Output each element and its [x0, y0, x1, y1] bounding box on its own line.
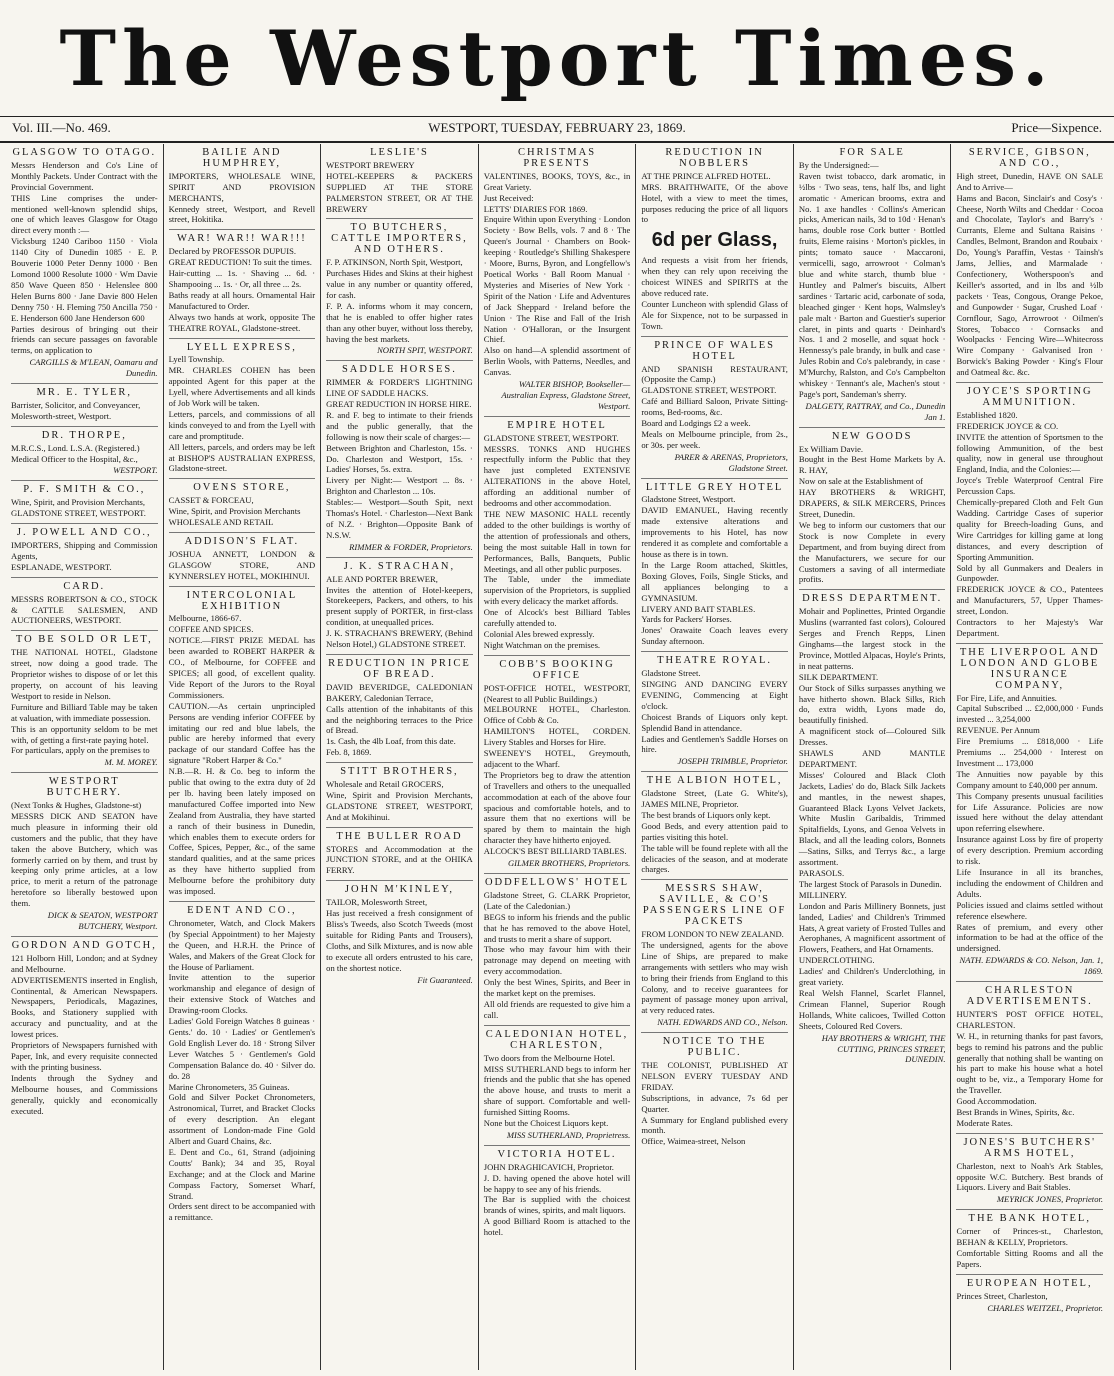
ad-body: Established 1820. FREDERICK JOYCE & CO. INVITE the attention of Sportsmen to the following Ammunition, of the best quality, now in general use throughout England, India, and the Colonies:— Joyce's Treble Waterproof Central Fire Percussion Caps. Chemically-prepared Cloth and Felt Gun Wadding. Cartridge Cases of superior quality for Breech-loading Guns, and Wire Cartridges for killing game at long distances, and every description of Sporting Ammunition. Sold by all Gunmakers and Dealers in Gunpowder. FREDERICK JOYCE & CO., Patentees and Manufacturers, 57, Upper Thames-street, London. Contractors to her Majesty's War Department.: [956, 409, 1104, 638]
advertisement: [11, 937, 158, 1121]
advertisement: [641, 652, 788, 772]
advertisement: [11, 427, 158, 482]
masthead: [0, 0, 1114, 110]
ad-body: WESTPORT BREWERY HOTEL-KEEPERS & PACKERS SUPPLIED AT THE STORE PALMERSTON STREET, OR AT THE BREWERY: [326, 159, 473, 214]
ad-heading: PRINCE OF WALES HOTEL: [654, 339, 776, 362]
ad-signature: NORTH SPIT, WESTPORT.: [377, 345, 473, 356]
ad-signature: MEYRICK JONES, Proprietor.: [996, 1194, 1104, 1205]
ad-heading: EMPIRE HOTEL: [507, 419, 607, 431]
advertisement: [326, 144, 473, 219]
ad-body: Gladstone Street, G. CLARK Proprietor, (Late of the Caledonian.) BEGS to inform his friends and the public that he has removed to the above Hotel, and trusts to merit a share of support. Those who may favour him with their patronage may depend on meeting with every accommodation. Only the best Wines, Spirits, and Beer in the market kept on the premises. All old friends are requested to give him a call.: [483, 889, 631, 1020]
newspaper-column: [794, 144, 952, 1370]
ad-body: AT THE PRINCE ALFRED HOTEL. MRS. BRAITHWAITE, Of the above Hotel, with a view to meet the times, purposes reducing the price of all liquors to: [641, 170, 788, 225]
ad-body: Chronometer, Watch, and Clock Makers (by Special Appointment) to her Majesty the Queen, and H.R.H. the Prince of Wales, and Makers of the Great Clock for the House of Parliament. Invite attention to the superior workmanship and elegance of design of their extensive Stock of Watches and Drawing-room Clocks. Ladies' Gold Foreign Watches 8 guineas · Gents.' do. 10 · Ladies' or Gentlemen's Gold English Lever do. 18 · Strong Silver Lever Watches 5 · Gentlemen's Gold Compensation Balance do. 40 · Silver do. do. 28 Marine Chronometers, 35 Guineas. Gold and Silver Pocket Chronometers, Astronomical, Turret, and Bracket Clocks of every description. An elegant assortment of London-made Fine Gold Albert and Guard Chains, &c. E. Dent and Co., 61, Strand (adjoining Coutts' Bank); 34 and 35, Royal Exchange; and at the Clock and Marine Compass Factory, Somerset Wharf, Strand. Orders sent direct to be accompanied with a remittance.: [168, 917, 316, 1223]
ad-signature: JOSEPH TRIMBLE, Proprietor.: [677, 756, 788, 767]
advertisement: [11, 481, 158, 524]
ad-highlight: 6d per Glass,: [651, 229, 778, 252]
advertisement: [484, 874, 631, 1026]
ad-body: DAVID BEVERIDGE, CALEDONIAN BAKERY, Caledonian Terrace, Calls attention of the inhabitants of this and the neighboring terraces to the Price of Bread. 1s. Cash, the 4lb Loaf, from this date. Feb. 8, 1869.: [326, 681, 473, 758]
ad-body: For Fire, Life, and Annuities. Capital Subscribed ... £2,000,000 · Funds invested ... 3,254,000 REVENUE. Per Annum Fire Premiums ... £818,000 · Life Premiums ... 254,000 · Interest on Investment ... 173,000 The Annuities now payable by this Company amount to £40,000 per annum. This Company presents unusual facilities for Life Assurance. Policies are now issued here without the delay attendant upon referring elsewhere. Insurance against Loss by fire of property of every description. Premium according to risk. Life Insurance in all its branches, including the endowment of Children and Adults. Policies issued and claims settled without reference elsewhere. Rates of premium, and every other information to be had at the office of the undersigned.: [956, 692, 1104, 954]
ad-heading: INTERCOLONIAL EXHIBITION: [186, 589, 298, 612]
ad-heading: J. K. STRACHAN,: [343, 560, 456, 572]
ad-heading: VICTORIA HOTEL.: [497, 1148, 617, 1160]
ad-heading: GLASGOW TO OTAGO.: [12, 147, 157, 158]
ad-heading: EDENT AND CO.,: [187, 905, 297, 916]
advertisement: [641, 1033, 788, 1151]
ad-body: TAILOR, Molesworth Street, Has just received a fresh consignment of Bliss's Tweeds, also Scotch Tweeds (most suitable for Riding Pants and Trousers), Cloths, and Silk Mixtures, and is now able to execute all orders entrusted to his care, on the shortest notice.: [326, 897, 473, 973]
ad-signature: GILMER BROTHERS, Proprietors.: [507, 858, 631, 869]
ad-heading: CHARLESTON ADVERTISEMENTS.: [966, 985, 1093, 1007]
ad-body: JOSHUA ANNETT, LONDON & GLASGOW STORE, AND KYNNERSLEY HOTEL, MOKIHINUI.: [168, 548, 316, 581]
advertisement: [956, 1210, 1103, 1275]
ad-heading: LYELL EXPRESS,: [186, 341, 297, 353]
ad-body: Melbourne, 1866-67. COFFEE AND SPICES. NOTICE.—FIRST PRIZE MEDAL has been awarded to ROBERT HARPER & CO., of Melbourne, for COFFEE and SPICES; all good, of excellent quality. Vide Report of the Jurors to the Royal Commissioners. CAUTION.—As certain unprincipled Persons are vending inferior COFFEE by imitating our red and blue labels, the public are hereby informed that every package of our standard Coffee has the signature "Robert Harper & Co." N.B.—R. H. & Co. beg to inform the public that owing to the extra duty of 2d per lb. having been lately imposed on manufactured Coffee imported into New Zealand from Australia, they have started a ranch of their business in Dunedin, which enables them to execute orders for Coffee, Spices, Pepper, &c., of the same standard qualities, and at the same prices as they have hitherto supplied from Melbourne before the prohibitory duty was imposed.: [168, 613, 316, 897]
ad-body: Charleston, next to Noah's Ark Stables, opposite W.C. Butchery. Best brands of Liquors. Livery and Bait Stables.: [956, 1160, 1104, 1193]
newspaper-column: [164, 144, 322, 1370]
ad-body: (Next Tonks & Hughes, Gladstone-st) MESSRS DICK AND SEATON have much pleasure in informing their old customers and the public, that they have taken the above Butchery, which was formerly carried on by them, and trust by keeping only prime articles, at a low price, to merit a return of the patronage heretofore so liberally bestowed upon them.: [11, 800, 158, 909]
ad-body: Messrs Henderson and Co's Line of Monthly Packets. Under Contract with the Provincial Government. THIS Line comprises the under-mentioned well-known splendid ships, one of which leaves Glasgow for Otago direct every month :— Vicksburg 1240 Cariboo 1150 · Viola 1140 City of Dunedin 1085 · E. P. Bouverie 1000 Peter Denny 1000 · Ben Lomond 1000 Resolute 1000 · Wm Davie 850 Wave Queen 850 · Helenslee 800 Helen Burns 800 · Jane Davie 800 Helen Denny 750 · H. Fleming 750 Ancilla 750 · E. Henderson 600 Jane Henderson 600 Parties desirous of bringing out their friends can secure passages on favorable terms, on application to: [11, 159, 158, 356]
newspaper-column: [479, 144, 637, 1370]
ad-body: Mohair and Poplinettes, Printed Organdie Muslins (warranted fast colors), Coloured Serges and French Repps, Linen Ginghams—the largest stock in the Province, Mottled Alpacas, Hoyle's Prints, in neat patterns. SILK DEPARTMENT. Our Stock of Silks surpasses anything we have hitherto shown. Black Silks, Rich do, extra width, Lyons made do, beautifully finished. A magnificent stock of—Coloured Silk Dresses. SHAWLS AND MANTLE DEPARTMENT. Misses' Coloured and Black Cloth Jackets, Ladies' do do, Black Silk Jackets and mantles, in the newest shapes, Guaranteed Black Lyons Velvet Jackets, White Muslin Garibaldis, Trimmed Spitalfields, Lyons, and Genoa Velvets in Black, and all the leading colors, Bonnets—Satins, Silks, and Terrys &c., a large assortment. PARASOLS. The largest Stock of Parasols in Dunedin. MILLINERY. London and Paris Millinery Bonnets, just landed, Ladies' and Children's Trimmed Hats, A great variety of Frosted Tulles and Aerophanes, A magnificent assortment of Flowers, Feathers, and Hat Ornaments. UNDERCLOTHING. Ladies' and Children's Underclothing, in great variety. Real Welsh Flannel, Scarlet Flannel, Crimean Flannel, Superior Rough Hollands, White calicoes, Twilled Cotton Sheets, Coloured Red Covers.: [798, 606, 946, 1031]
ad-heading: LESLIE'S: [370, 147, 429, 158]
advertisement: [956, 644, 1103, 982]
ad-signature: PARER & ARENAS, Proprietors, Gladstone Street.: [674, 451, 788, 473]
ad-heading: EUROPEAN HOTEL,: [966, 1277, 1093, 1289]
advertisement: [641, 144, 788, 337]
ad-heading: SADDLE HORSES.: [341, 364, 457, 376]
newspaper-column: [636, 144, 794, 1370]
ad-signature: NATH. EDWARDS AND CO., Nelson.: [657, 1017, 788, 1028]
ad-heading: WAR! WAR!! WAR!!!: [176, 233, 307, 245]
ad-heading: GORDON AND GOTCH,: [11, 939, 157, 951]
advertisement: [11, 524, 158, 578]
ad-heading: J. POWELL AND CO.,: [16, 527, 152, 539]
issue-price: Price—Sixpence.: [1011, 120, 1102, 135]
ad-heading: ADDISON'S FLAT.: [184, 536, 300, 547]
ad-signature: HAY BROTHERS & WRIGHT, THE CUTTING, PRINCES STREET, DUNEDIN.: [821, 1032, 946, 1065]
advertisement: [484, 1026, 631, 1146]
advertisement: [326, 763, 473, 828]
advertisement: [326, 219, 473, 361]
advertisement: [11, 773, 158, 937]
ad-body: Ex William Davie. Bought in the Best Home Markets by A. R. HAY, Now on sale at the Establishment of HAY BROTHERS & WRIGHT, DRAPERS, & SILK MERCERS, Princes Street, Dunedin. We beg to inform our customers that our Stock is now Complete in every Department, and from buying direct from the Manufacturers, we secure for our Customers a saving of all intermediate profits.: [798, 443, 946, 585]
advertisement: [169, 587, 316, 902]
ad-signature: CHARLES WEITZEL, Proprietor.: [987, 1302, 1104, 1313]
advertisement: [641, 772, 788, 880]
advertisement: [326, 361, 473, 557]
ad-body: By the Undersigned:— Raven twist tobacco, dark aromatic, in ½lbs · Two seas, tens, half lbs, and light aromatic · American brooms, extra and No. 1 axe handles · Collins's American picks, American nails, 3d to 10d · Henan's hams, double rose Cork butter · Bottled fruits, Eleme raisins · Morton's pickles, in pints; tomato sauce · Maccaroni, vermicelli, sago, arrowroot · Colman's blue and white starch, thumb blue · Huntley and Palmer's biscuits, Albert sardines · Tartaric acid, carbonate of soda, bleached ginger · Kent hops, Walmsley's pale malt · Barton and Guestier's superior claret, in pints and quarts · Deinhard's Nos. 1 and 2 moselle, and squat hock · Hennessy's pale brandy, in bulk and case · Jules Robin and Co's palebrandy, in case · M'Murchy, Ralston, and Co's Campbelton whiskey · Tennant's ale, Machen's stout · Page's port, Sandeman's sherry.: [798, 159, 946, 399]
ad-heading: NEW GOODS: [831, 430, 913, 442]
ad-heading: DR. THORPE,: [41, 429, 127, 441]
advertisement: [799, 428, 946, 591]
advertisement: [799, 144, 946, 428]
ad-signature: WESTPORT.: [113, 465, 158, 476]
ad-body: Wine, Spirit, and Provision Merchants, GLADSTONE STREET, WESTPORT.: [11, 497, 146, 519]
ad-heading: ODDFELLOWS' HOTEL: [484, 877, 630, 888]
ad-signature: NATH. EDWARDS & CO. Nelson, Jan. 1, 1869.: [959, 955, 1104, 977]
advertisement: [956, 982, 1103, 1134]
ad-body: And requests a visit from her friends, when they can rely upon receiving the choicest WINES and SPIRITS at the above reduced rate. Counter Luncheon with splendid Glass of Ale for Sixpence, not to be surpassed in Town.: [641, 255, 788, 331]
newspaper-column: [6, 144, 164, 1370]
advertisement: [956, 1134, 1103, 1210]
ad-body: FROM LONDON TO NEW ZEALAND. The undersigned, agents for the above Line of Ships, are prepared to make arrangements with settlers who may wish to bring their friends from England to this Colony, and to receive guarantees for payment of passage money upon arrival, at very reduced rates.: [641, 929, 788, 1016]
ad-body: Gladstone Street, (Late G. White's), JAMES MILNE, Proprietor. The best brands of Liquors only kept. Good Beds, and every attention paid to parties visiting this hotel. The table will be found replete with all the delicacies of the season, and at moderate charges.: [641, 788, 788, 875]
advertisement: [11, 384, 158, 427]
ad-body: Lyell Township. MR. CHARLES COHEN has been appointed Agent for this paper at the Lyell, where Advertisements and all kinds of Job Work will be taken. Letters, parcels, and commissions of all kinds conveyed to and from the Lyell with care and promptitude. All letters, parcels, and orders may be left at BISHOP'S AUSTRALIAN EXPRESS, Gladstone-street.: [168, 354, 316, 474]
ad-body: HUNTER'S POST OFFICE HOTEL, CHARLESTON. W. H., in returning thanks for past favors, begs to remind his patrons and the public generally that nothing shall be wanting on his part to make his house what a hotel ought to be, viz., a Temporary Home for the Traveller. Good Accommodation. Best Brands in Wines, Spirits, &c. Moderate Rates.: [956, 1008, 1104, 1128]
advertisement: [326, 558, 473, 655]
volume-number: Vol. III.—No. 469.: [12, 120, 111, 135]
dateline: [0, 116, 1114, 143]
ad-heading: P. F. SMITH & CO.,: [23, 484, 146, 496]
ad-heading: DRESS DEPARTMENT.: [802, 593, 943, 605]
newspaper-column: [321, 144, 479, 1370]
ad-signature: CARGILLS & M'LEAN, Oamaru and Dunedin.: [29, 357, 158, 379]
ad-heading: THE BULLER ROAD: [336, 830, 463, 842]
ad-body: High street, Dunedin, HAVE ON SALE And to Arrive— Hams and Bacon, Sinclair's and Cosy's · Cheese, North Wilts and Cheddar · Cocoa and Chocolate, Taylor's and Barry's · Currants, Eleme and Sultana Raisins · Candles, Belmont, Brandon and Roubaix · Do, Young's Paraffin, Vestas · Tainsh's Jams, Jellies, and Marmalade · Confectionery, Wotherspoon's and Keiller's assorted, and in lbs and ½lb packets · Teas, Congous, Orange Pekoe, and Gunpowder · Sugar, Crushed Loaf · Cornflour, Sago, Arrowroot · Oilmen's Stores, Tobacco · Cornsacks and Woolpacks · Fencing Wire—Whitecross Wire Company · Galvanised Iron · Borwick's Baking Powder · King's Flour and Oatmeal &c. &c.: [956, 170, 1104, 378]
advertisement: [11, 578, 158, 632]
advertisement: [11, 631, 158, 773]
advertisement: [956, 1275, 1103, 1318]
advertisement: [169, 902, 316, 1227]
ad-body: IMPORTERS, Shipping and Commission Agents, ESPLANADE, WESTPORT.: [11, 540, 158, 572]
ad-body: AND SPANISH RESTAURANT, (Opposite the Camp.) GLADSTONE STREET, WESTPORT. Café and Billiard Saloon, Private Sitting-rooms, Bed-rooms, &c. Board and Lodgings £2 a week. Meals on Melbourne principle, from 2s., or 30s. per week.: [641, 363, 788, 450]
issue-date: WESTPORT, TUESDAY, FEBRUARY 23, 1869.: [428, 120, 686, 135]
ad-heading: BAILIE AND HUMPHREY,: [202, 147, 282, 169]
ad-heading: CARD.: [63, 580, 106, 592]
ad-heading: THE ALBION HOTEL,: [646, 775, 783, 787]
ad-body: Gladstone Street. SINGING AND DANCING EVERY EVENING, Commencing at Eight o'clock. Choicest Brands of Liquors only kept. Splendid Band in attendance. Ladies and Gentlemen's Saddle Horses on hire.: [641, 668, 788, 755]
advertisement: [799, 590, 946, 1069]
ad-body: RIMMER & FORDER'S LIGHTNING LINE OF SADDLE HACKS. GREAT REDUCTION IN HORSE HIRE. R. and F. beg to intimate to their friends and the public generally, that the following is now their scale of charges:— Between Brighton and Charleston, 15s. · Do. Charleston and Westport, 15s. · Ladies' Horses, 5s. extra. Livery per Night:— Westport ... 8s. · Brighton and Charleston ... 10s. Stables:— Westport—South Spit, next Thomas's Hotel. · Charleston—Next Bank of N.Z. · Brighton—Opposite Bank of N.S.W.: [326, 377, 473, 540]
ad-heading: CALEDONIAN HOTEL, CHARLESTON,: [485, 1028, 629, 1051]
ad-heading: STITT BROTHERS,: [340, 766, 459, 778]
advertisement: [169, 144, 316, 230]
advertisement: [169, 339, 316, 480]
ad-body: POST-OFFICE HOTEL, WESTPORT, (Nearest to all Public Buildings.) MELBOURNE HOTEL, Charleston. Office of Cobb & Co. HAMILTON'S HOTEL, CORDEN. Livery Stables and Horses for Hire. SWEENEY'S HOTEL, Greymouth, adjacent to the Wharf. The Proprietors beg to draw the attention of Travellers and others to the unequalled accommodation at each of the above four spacious and comfortable hotels, and to assure them that no exertions will be spared by them to maintain the high character they have hitherto enjoyed. ALCOCK'S BEST BILLIARD TABLES.: [483, 682, 631, 857]
ad-signature: Fit Guaranteed.: [417, 974, 473, 985]
ad-heading: REDUCTION IN NOBBLERS: [665, 147, 764, 169]
ad-body: THE COLONIST, PUBLISHED AT NELSON EVERY TUESDAY AND FRIDAY. Subscriptions, in advance, 7s 6d per Quarter. A Summary for England published every month. Office, Waimea-street, Nelson: [641, 1059, 788, 1147]
advertisement: [956, 383, 1103, 644]
ad-signature: RIMMER & FORDER, Proprietors.: [349, 541, 473, 552]
ad-signature: WALTER BISHOP, Bookseller—Australian Express, Gladstone Street, Westport.: [501, 379, 631, 411]
ad-signature: M. M. MOREY.: [104, 757, 158, 768]
advertisement: [169, 479, 316, 533]
ad-body: VALENTINES, BOOKS, TOYS, &c., in Great Variety. Just Received: LETTS' DIARIES FOR 1869. Enquire Within upon Everything · London Society · Bow Bells, vols. 7 and 8 · The Queen's Journal · Chambers on Book-keeping · Routledge's Shilling Shakespere · Moore, Burns, Byron, and Longfellow's Poetical Works · Ball Room Manual · Mysteries and Miseries of New York · Spirit of the Nation · Life and Adventures of Jack Sheppard · Ireland before the Union · The Rise and Fall of the Irish Nation · O'Halloran, or the Insurgent Chief. Also on hand—A splendid assortment of Berlin Wools, with Patterns, Needles, and Canvas.: [483, 170, 631, 378]
newspaper-column: [951, 144, 1108, 1370]
ad-body: THE NATIONAL HOTEL, Gladstone street, now doing a good trade. The Proprietor wishes to dispose of or let this property, on account of his leaving Westport to reside in Nelson. Furniture and Billiard Table may be taken at valuation, with immediate possession. This is an opportunity seldom to be met with, of getting a first-rate paying hotel. For particulars, apply on the premises to: [11, 647, 158, 756]
ad-heading: LITTLE GREY HOTEL: [645, 481, 784, 493]
ad-body: F. P. ATKINSON, North Spit, Westport, Purchases Hides and Skins at their highest value in any number or quantity offered, for cash. F. P. A. informs whom it may concern, that he is enabled to offer higher rates than any other buyer, without loss thereby, having the best markets.: [326, 257, 473, 344]
ad-heading: MR. E. TYLER,: [36, 387, 133, 399]
ad-heading: SERVICE, GIBSON, AND CO.,: [968, 147, 1091, 169]
advertisement: [11, 144, 158, 384]
ad-body: JOHN DRAGHICAVICH, Proprietor. J. D. having opened the above hotel will be happy to see any of his friends. The Bar is supplied with the choicest brands of wines, spirits, and malt liquors. A good Billiard Room is attached to the hotel.: [483, 1161, 631, 1238]
advertisement: [956, 144, 1103, 383]
ad-heading: OVENS STORE,: [193, 482, 291, 494]
advertisement: [641, 880, 788, 1033]
ad-body: Two doors from the Melbourne Hotel. MISS SUTHERLAND begs to inform her friends and the public that she has opened the above house, and trusts to merit a share of support. Comfortable and well-furnished Sitting Rooms. None but the Choicest Liquors kept.: [483, 1052, 631, 1129]
advertisement: [326, 881, 473, 989]
ad-body: 121 Holborn Hill, London; and at Sydney and Melbourne. ADVERTISEMENTS inserted in English, Continental, & American Newspapers. Newspapers, Periodicals, Magazines, Books, and Stationery supplied with accuracy and punctuality, and at the lowest prices. Proprietors of Newspapers furnished with Paper, Ink, and every requisite connected with the printing business. Indents through the Sydney and Melbourne houses, and Commissions generally, quickly and economically executed.: [11, 952, 158, 1116]
ad-heading: JOHN M'KINLEY,: [344, 884, 454, 896]
ad-heading: TO BUTCHERS, CATTLE IMPORTERS, AND OTHERS.: [331, 222, 468, 256]
ad-signature: DICK & SEATON, WESTPORT BUTCHERY, Westport.: [47, 910, 158, 931]
ad-heading: CHRISTMAS PRESENTS: [517, 147, 597, 169]
ad-heading: COBB'S BOOKING OFFICE: [499, 658, 615, 681]
ad-body: Barrister, Solicitor, and Conveyancer, Molesworth-street, Westport.: [11, 399, 141, 421]
ad-body: CASSET & FORCEAU, Wine, Spirit, and Provision Merchants WHOLESALE AND RETAIL: [168, 495, 301, 528]
advertisement: [641, 337, 788, 479]
ad-body: Wholesale and Retail GROCERS, Wine, Spirit and Provision Merchants, GLADSTONE STREET, WESTPORT, And at Mokihinui.: [326, 779, 473, 822]
ad-heading: THE LIVERPOOL AND LONDON AND GLOBE INSURANCE COMPANY,: [959, 646, 1100, 691]
ad-body: Corner of Princes-st., Charleston, BEHAN & KELLY, Proprietors. Comfortable Sitting Rooms and all the Papers.: [956, 1226, 1104, 1269]
ad-body: GLADSTONE STREET, WESTPORT. MESSRS. TONKS AND HUGHES respectfully inform the Public that they have just completed EXTENSIVE ALTERATIONS in the above Hotel, affording an additional number of bedrooms and other accommodation. THE NEW MASONIC HALL recently added to the other buildings is worthy of the attention of professionals and others, being the most suitable Hall in town for Performances, Balls, Banquets, Public Meetings, and all other public purposes. The Table, under the immediate supervision of the Proprietors, is supplied with every delicacy the market affords. One of Alcock's best Billiard Tables carefully attended to. Colonial Ales brewed expressly. Night Watchman on the premises.: [483, 432, 631, 650]
ad-body: Gladstone Street, Westport. DAVID EMANUEL, Having recently made extensive alterations and improvements to his Hotel, has now rendered it as complete and comfortable a house as there is in town. In the Large Room attached, Skittles, Boxing Gloves, Foils, Single Sticks, and all appliances belonging to a GYMNASIUM. LIVERY AND BAIT STABLES. Yards for Packers' Horses. Jones' Orawaite Coach leaves every Sunday afternoon.: [641, 494, 788, 647]
advertisement: [484, 144, 631, 417]
ad-signature: MISS SUTHERLAND, Proprietress.: [506, 1129, 631, 1140]
advertisement-columns: [6, 144, 1108, 1370]
ad-heading: MESSRS SHAW, SAVILLE, & CO'S PASSENGERS LINE OF PACKETS: [642, 883, 787, 928]
advertisement: [484, 1146, 631, 1242]
ad-heading: TO BE SOLD OR LET,: [15, 634, 153, 646]
ad-body: Declared by PROFESSOR DUPUIS. GREAT REDUCTION! To suit the times. Hair-cutting ... 1s. · Shaving ... 6d. · Shampooing ... 1s. · Or, all three ... 2s. Baths ready at all hours. Ornamental Hair Manufactured to Order. Always two hands at work, opposite The THEATRE ROYAL, Gladstone-street.: [168, 246, 316, 333]
ad-heading: REDUCTION IN PRICE OF BREAD.: [328, 657, 471, 680]
ad-heading: THE BANK HOTEL,: [968, 1213, 1091, 1225]
ad-signature: DALGETY, RATTRAY, and Co., Dunedin Jan 1.: [805, 400, 946, 422]
ad-body: ALE AND PORTER BREWER, Invites the attention of Hotel-keepers, Storekeepers, Packers, and others, to his present supply of PORTER, in first-class condition, at unequalled prices. J. K. STRACHAN'S BREWERY, (Behind Nelson Hotel,) GLADSTONE STREET.: [326, 573, 473, 650]
ad-heading: JONES'S BUTCHERS' ARMS HOTEL,: [963, 1136, 1097, 1159]
ad-body: IMPORTERS, WHOLESALE WINE, SPIRIT AND PROVISION MERCHANTS, Kennedy street, Westport, and Revell street, Hokitika.: [168, 170, 316, 225]
ad-heading: FOR SALE: [839, 147, 905, 158]
ad-body: MESSRS ROBERTSON & CO., STOCK & CATTLE SALESMEN, AND AUCTIONEERS, WESTPORT.: [11, 593, 158, 626]
ad-body: Princes Street, Charleston,: [956, 1290, 1048, 1301]
ad-body: M.R.C.S., Lond. L.S.A. (Registered.) Medical Officer to the Hospital, &c.,: [11, 442, 140, 464]
advertisement: [641, 479, 788, 653]
advertisement: [484, 417, 631, 656]
ad-heading: NOTICE TO THE PUBLIC.: [662, 1036, 767, 1059]
advertisement: [326, 655, 473, 763]
advertisement: [484, 656, 631, 874]
advertisement: [169, 533, 316, 587]
ad-heading: THEATRE ROYAL.: [657, 655, 773, 667]
ad-heading: WESTPORT BUTCHERY.: [46, 776, 122, 799]
advertisement: [326, 828, 473, 882]
masthead-title: The Westport Times.: [59, 14, 1055, 103]
advertisement: [169, 230, 316, 338]
ad-body: STORES and Accommodation at the JUNCTION STORE, and at the OHIKA FERRY.: [326, 843, 473, 876]
ad-heading: JOYCE'S SPORTING AMMUNITION.: [966, 386, 1093, 408]
